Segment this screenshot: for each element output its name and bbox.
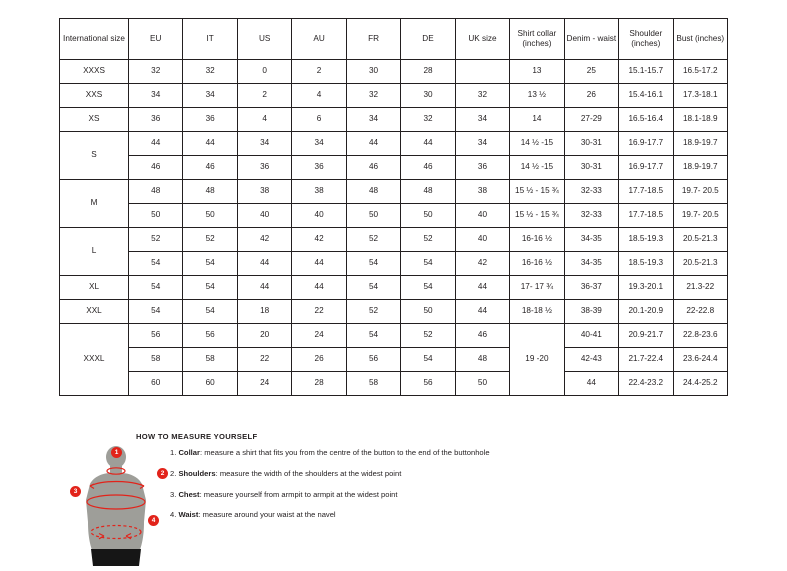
cell-us: 22 — [237, 348, 291, 372]
cell-it: 58 — [183, 348, 237, 372]
cell-eu: 60 — [129, 372, 183, 396]
cell-international-size: S — [60, 132, 129, 180]
cell-fr: 54 — [346, 252, 400, 276]
cell-eu: 54 — [129, 300, 183, 324]
cell-shirt-collar-inches: 15 ½ - 15 ¾ — [510, 180, 564, 204]
cell-au: 22 — [292, 300, 346, 324]
step-number: 4. — [170, 510, 179, 520]
cell-international-size: L — [60, 228, 129, 276]
cell-shoulder-inches: 15.1-15.7 — [619, 60, 673, 84]
cell-fr: 34 — [346, 108, 400, 132]
step-text: : measure the width of the shoulders at the widest point — [215, 468, 402, 478]
column-header-uk-size: UK size — [455, 19, 509, 60]
cell-au: 44 — [292, 276, 346, 300]
cell-international-size: XXXL — [60, 324, 129, 396]
cell-uk-size: 48 — [455, 348, 509, 372]
cell-eu: 48 — [129, 180, 183, 204]
cell-de: 46 — [401, 156, 455, 180]
cell-shirt-collar-inches: 14 ½ -15 — [510, 132, 564, 156]
size-chart-table — [59, 18, 728, 396]
cell-uk-size: 32 — [455, 84, 509, 108]
cell-shirt-collar-inches: 13 — [510, 60, 564, 84]
cell-uk-size: 40 — [455, 228, 509, 252]
cell-au: 34 — [292, 132, 346, 156]
cell-eu: 36 — [129, 108, 183, 132]
cell-denim-waist: 34-35 — [564, 228, 618, 252]
cell-au: 40 — [292, 204, 346, 228]
cell-bust-inches: 22-22.8 — [673, 300, 727, 324]
cell-shirt-collar-inches: 16-16 ½ — [510, 252, 564, 276]
measurement-step — [170, 448, 730, 458]
table-body — [60, 60, 728, 396]
cell-bust-inches: 24.4-25.2 — [673, 372, 727, 396]
cell-eu: 54 — [129, 252, 183, 276]
cell-shirt-collar-inches: 17- 17 ¾ — [510, 276, 564, 300]
cell-it: 36 — [183, 108, 237, 132]
cell-fr: 48 — [346, 180, 400, 204]
cell-fr: 54 — [346, 276, 400, 300]
column-header-bust: Bust (inches) — [673, 19, 727, 60]
cell-it: 60 — [183, 372, 237, 396]
cell-denim-waist: 30-31 — [564, 156, 618, 180]
measurement-step — [170, 490, 730, 500]
cell-shoulder-inches: 15.4-16.1 — [619, 84, 673, 108]
cell-au: 6 — [292, 108, 346, 132]
cell-denim-waist: 36-37 — [564, 276, 618, 300]
column-header-au: AU — [292, 19, 346, 60]
cell-it: 50 — [183, 204, 237, 228]
table-row — [60, 228, 728, 252]
cell-uk-size: 44 — [455, 276, 509, 300]
table-row — [60, 132, 728, 156]
column-header-fr: FR — [346, 19, 400, 60]
table-row — [60, 204, 728, 228]
cell-fr: 52 — [346, 228, 400, 252]
cell-eu: 56 — [129, 324, 183, 348]
cell-shirt-collar-inches: 16-16 ½ — [510, 228, 564, 252]
measurement-steps — [170, 448, 730, 531]
cell-bust-inches: 20.5-21.3 — [673, 228, 727, 252]
table-row — [60, 108, 728, 132]
cell-us: 18 — [237, 300, 291, 324]
cell-us: 36 — [237, 156, 291, 180]
cell-au: 44 — [292, 252, 346, 276]
cell-de: 50 — [401, 204, 455, 228]
table-row — [60, 300, 728, 324]
cell-uk-size: 38 — [455, 180, 509, 204]
cell-international-size: M — [60, 180, 129, 228]
cell-shoulder-inches: 16.9-17.7 — [619, 156, 673, 180]
cell-de: 52 — [401, 228, 455, 252]
cell-denim-waist: 38-39 — [564, 300, 618, 324]
cell-us: 42 — [237, 228, 291, 252]
cell-international-size: XL — [60, 276, 129, 300]
cell-us: 34 — [237, 132, 291, 156]
cell-eu: 32 — [129, 60, 183, 84]
cell-eu: 52 — [129, 228, 183, 252]
cell-au: 42 — [292, 228, 346, 252]
badge-2: 2 — [157, 468, 168, 479]
cell-au: 26 — [292, 348, 346, 372]
cell-shoulder-inches: 18.5-19.3 — [619, 228, 673, 252]
cell-eu: 50 — [129, 204, 183, 228]
cell-shoulder-inches: 17.7-18.5 — [619, 204, 673, 228]
body-measurement-figure — [60, 444, 180, 566]
step-text: : measure yourself from armpit to armpit at the widest point — [199, 489, 398, 499]
step-text: : measure around your waist at the navel — [198, 510, 336, 520]
table-row — [60, 372, 728, 396]
cell-denim-waist: 40-41 — [564, 324, 618, 348]
cell-it: 54 — [183, 252, 237, 276]
cell-international-size: XXXS — [60, 60, 129, 84]
table-row — [60, 156, 728, 180]
cell-us: 40 — [237, 204, 291, 228]
step-number: 2. — [170, 468, 179, 478]
column-header-denim-waist: Denim - waist — [564, 19, 618, 60]
cell-it: 34 — [183, 84, 237, 108]
cell-us: 44 — [237, 252, 291, 276]
column-header-shoulder: Shoulder (inches) — [619, 19, 673, 60]
cell-us: 0 — [237, 60, 291, 84]
cell-fr: 30 — [346, 60, 400, 84]
cell-shirt-collar-inches: 19 -20 — [510, 324, 564, 396]
column-header-us: US — [237, 19, 291, 60]
step-number: 1. — [170, 448, 179, 457]
cell-bust-inches: 18.9-19.7 — [673, 132, 727, 156]
cell-international-size: XXL — [60, 300, 129, 324]
cell-bust-inches: 22.8-23.6 — [673, 324, 727, 348]
cell-bust-inches: 16.5-17.2 — [673, 60, 727, 84]
cell-fr: 32 — [346, 84, 400, 108]
cell-shoulder-inches: 22.4-23.2 — [619, 372, 673, 396]
cell-eu: 34 — [129, 84, 183, 108]
cell-shoulder-inches: 21.7-22.4 — [619, 348, 673, 372]
cell-it: 48 — [183, 180, 237, 204]
badge-4: 4 — [148, 515, 159, 526]
table-row — [60, 324, 728, 348]
cell-au: 38 — [292, 180, 346, 204]
cell-bust-inches: 18.1-18.9 — [673, 108, 727, 132]
cell-fr: 56 — [346, 348, 400, 372]
cell-uk-size: 34 — [455, 108, 509, 132]
cell-international-size: XS — [60, 108, 129, 132]
table-row — [60, 348, 728, 372]
cell-denim-waist: 34-35 — [564, 252, 618, 276]
cell-denim-waist: 32-33 — [564, 180, 618, 204]
cell-it: 32 — [183, 60, 237, 84]
badge-3: 3 — [70, 486, 81, 497]
table-row — [60, 276, 728, 300]
cell-de: 56 — [401, 372, 455, 396]
cell-de: 30 — [401, 84, 455, 108]
cell-de: 28 — [401, 60, 455, 84]
cell-us: 20 — [237, 324, 291, 348]
cell-it: 54 — [183, 276, 237, 300]
column-header-shirt-collar: Shirt collar (inches) — [510, 19, 564, 60]
cell-de: 48 — [401, 180, 455, 204]
cell-eu: 44 — [129, 132, 183, 156]
cell-eu: 54 — [129, 276, 183, 300]
cell-shoulder-inches: 16.5-16.4 — [619, 108, 673, 132]
cell-fr: 46 — [346, 156, 400, 180]
cell-au: 2 — [292, 60, 346, 84]
table-header-row — [60, 19, 728, 60]
step-text: : measure a shirt that fits you from the centre of the button to the end of the buttonhole — [199, 448, 490, 457]
cell-fr: 54 — [346, 324, 400, 348]
cell-us: 44 — [237, 276, 291, 300]
cell-shoulder-inches: 16.9-17.7 — [619, 132, 673, 156]
cell-denim-waist: 26 — [564, 84, 618, 108]
cell-denim-waist: 27-29 — [564, 108, 618, 132]
cell-bust-inches: 20.5-21.3 — [673, 252, 727, 276]
cell-us: 38 — [237, 180, 291, 204]
step-label: Collar — [178, 448, 200, 457]
badge-1: 1 — [111, 447, 122, 458]
cell-shirt-collar-inches: 18-18 ½ — [510, 300, 564, 324]
column-header-international-size: International size — [60, 19, 129, 60]
cell-de: 32 — [401, 108, 455, 132]
cell-au: 4 — [292, 84, 346, 108]
cell-au: 36 — [292, 156, 346, 180]
cell-shoulder-inches: 20.9-21.7 — [619, 324, 673, 348]
cell-shoulder-inches: 18.5-19.3 — [619, 252, 673, 276]
cell-shirt-collar-inches: 14 — [510, 108, 564, 132]
cell-denim-waist: 42-43 — [564, 348, 618, 372]
cell-it: 56 — [183, 324, 237, 348]
cell-us: 2 — [237, 84, 291, 108]
column-header-eu: EU — [129, 19, 183, 60]
torso-illustration — [60, 444, 180, 566]
cell-de: 54 — [401, 252, 455, 276]
cell-denim-waist: 30-31 — [564, 132, 618, 156]
cell-de: 54 — [401, 348, 455, 372]
cell-uk-size — [455, 60, 509, 84]
cell-eu: 58 — [129, 348, 183, 372]
cell-us: 24 — [237, 372, 291, 396]
table-row — [60, 84, 728, 108]
cell-uk-size: 46 — [455, 324, 509, 348]
cell-uk-size: 34 — [455, 132, 509, 156]
cell-international-size: XXS — [60, 84, 129, 108]
cell-shoulder-inches: 20.1-20.9 — [619, 300, 673, 324]
cell-denim-waist: 32-33 — [564, 204, 618, 228]
cell-denim-waist: 44 — [564, 372, 618, 396]
cell-fr: 52 — [346, 300, 400, 324]
cell-uk-size: 44 — [455, 300, 509, 324]
cell-bust-inches: 19.7- 20.5 — [673, 204, 727, 228]
cell-au: 28 — [292, 372, 346, 396]
how-to-measure-title: HOW TO MEASURE YOURSELF — [136, 432, 258, 441]
table-row — [60, 180, 728, 204]
step-number: 3. — [170, 489, 179, 499]
step-label: Waist — [178, 510, 199, 520]
cell-denim-waist: 25 — [564, 60, 618, 84]
cell-bust-inches: 21.3-22 — [673, 276, 727, 300]
cell-bust-inches: 19.7- 20.5 — [673, 180, 727, 204]
table-header — [60, 19, 728, 60]
measurement-step — [170, 510, 730, 520]
cell-it: 44 — [183, 132, 237, 156]
cell-de: 44 — [401, 132, 455, 156]
cell-fr: 50 — [346, 204, 400, 228]
cell-bust-inches: 23.6-24.4 — [673, 348, 727, 372]
cell-au: 24 — [292, 324, 346, 348]
cell-shirt-collar-inches: 14 ½ -15 — [510, 156, 564, 180]
cell-uk-size: 40 — [455, 204, 509, 228]
cell-de: 52 — [401, 324, 455, 348]
cell-it: 46 — [183, 156, 237, 180]
cell-bust-inches: 17.3-18.1 — [673, 84, 727, 108]
measurement-step — [170, 469, 730, 479]
table-row — [60, 60, 728, 84]
cell-uk-size: 42 — [455, 252, 509, 276]
cell-it: 54 — [183, 300, 237, 324]
cell-fr: 58 — [346, 372, 400, 396]
cell-it: 52 — [183, 228, 237, 252]
cell-shoulder-inches: 17.7-18.5 — [619, 180, 673, 204]
column-header-it: IT — [183, 19, 237, 60]
cell-de: 50 — [401, 300, 455, 324]
table-row — [60, 252, 728, 276]
cell-shirt-collar-inches: 15 ½ - 15 ¾ — [510, 204, 564, 228]
cell-shirt-collar-inches: 13 ½ — [510, 84, 564, 108]
cell-de: 54 — [401, 276, 455, 300]
cell-bust-inches: 18.9-19.7 — [673, 156, 727, 180]
step-label: Chest — [178, 489, 200, 499]
column-header-de: DE — [401, 19, 455, 60]
cell-uk-size: 50 — [455, 372, 509, 396]
step-label: Shoulders — [178, 468, 216, 478]
cell-fr: 44 — [346, 132, 400, 156]
cell-shoulder-inches: 19.3-20.1 — [619, 276, 673, 300]
cell-uk-size: 36 — [455, 156, 509, 180]
cell-us: 4 — [237, 108, 291, 132]
cell-eu: 46 — [129, 156, 183, 180]
